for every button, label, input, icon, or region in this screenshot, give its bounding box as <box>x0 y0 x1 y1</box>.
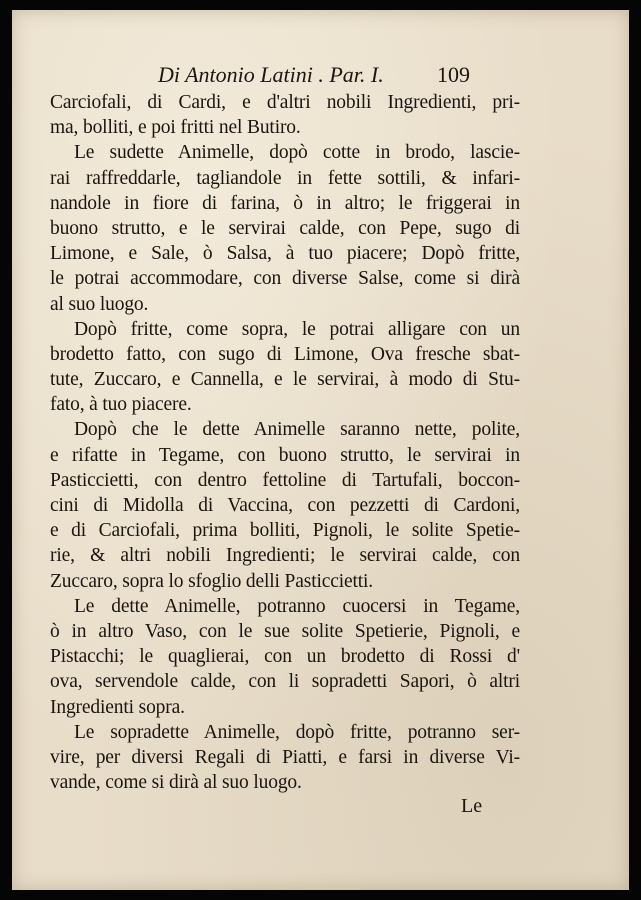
text-line: Pistacchi; le quaglierai, con un brodetto di Rossi d' <box>50 646 520 668</box>
text-line: Ingredienti sopra. <box>50 696 185 718</box>
text-line: le potrai accommodare, con diverse Salse, come si dirà <box>50 268 520 290</box>
text-line: Limone, e Sale, ò Salsa, à tuo piacere; Dopò fritte, <box>50 243 520 265</box>
text-line: Dopò fritte, come sopra, le potrai alligare con un <box>74 318 520 340</box>
text-line: rai raffreddarle, tagliandole in fette sottili, & infari- <box>50 167 520 189</box>
text-line: e di Carciofali, prima bolliti, Pignoli, le solite Spetie- <box>50 520 520 542</box>
text-line: cini di Midolla di Vaccina, con pezzetti di Cardoni, <box>50 495 520 516</box>
page-number: 109 <box>437 62 470 87</box>
text-line: Carciofali, di Cardi, e d'altri nobili Ingredienti, pri- <box>50 92 520 113</box>
text-line: al suo luogo. <box>50 293 149 315</box>
running-title: Di Antonio Latini . Par. I. <box>158 62 384 87</box>
text-line: brodetto fatto, con sugo di Limone, Ova fresche sbat- <box>50 343 520 365</box>
body-text <box>50 90 520 795</box>
text-line: ova, servendole calde, con li sopradetti Sapori, ò altri <box>50 671 520 693</box>
book-page <box>12 10 629 890</box>
text-line: Le dette Animelle, potranno cuocersi in Tegame, <box>74 595 520 617</box>
text-line: Zuccaro, sopra lo sfoglio delli Pasticcietti. <box>50 570 374 592</box>
text-line: nandole in fiore di farina, ò in altro; le friggerai in <box>50 192 520 214</box>
text-line: ma, bolliti, e poi fritti nel Butiro. <box>50 117 301 139</box>
text-line: vande, come si dirà al suo luogo. <box>50 772 302 794</box>
text-line: rie, & altri nobili Ingredienti; le servirai calde, con <box>50 545 520 567</box>
text-line: Dopò che le dette Animelle saranno nette, polite, <box>74 419 520 441</box>
text-line: Pasticcietti, con dentro fettoline di Tartufali, boccon- <box>50 469 520 491</box>
catchword: Le <box>461 795 483 817</box>
text-line: vire, per diversi Regali di Piatti, e farsi in diverse Vi- <box>50 746 520 768</box>
text-line: ò in altro Vaso, con le sue solite Spetierie, Pignoli, e <box>50 620 520 642</box>
text-line: fato, à tuo piacere. <box>50 394 192 416</box>
text-line: buono strutto, e le servirai calde, con Pepe, sugo di <box>50 217 520 239</box>
text-line: Le sopradette Animelle, dopò fritte, potranno ser- <box>74 721 520 743</box>
text-line: e rifatte in Tegame, con buono strutto, le servirai in <box>50 444 520 466</box>
text-line: Le sudette Animelle, dopò cotte in brodo, lascie- <box>74 142 520 164</box>
text-line: tute, Zuccaro, e Cannella, e le servirai, à modo di Stu- <box>50 369 520 391</box>
page-header <box>12 62 629 92</box>
